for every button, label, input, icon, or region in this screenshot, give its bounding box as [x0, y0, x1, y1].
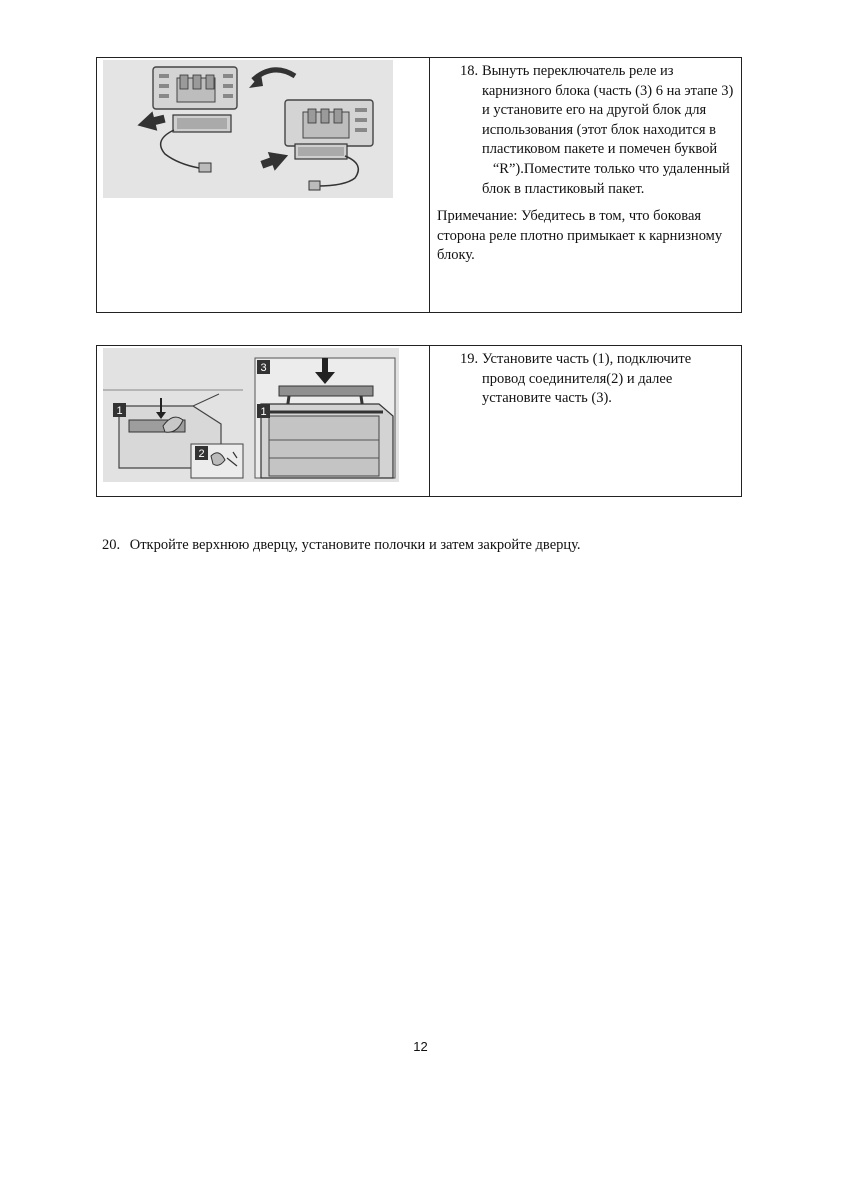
- fig-label-3: 3: [260, 362, 267, 374]
- step-19-box: [96, 345, 742, 497]
- column-divider: [429, 346, 430, 496]
- fig-label-1a: 1: [116, 405, 123, 417]
- step-18-text: Вынуть переключатель реле из карнизного блока (часть (3) 6 на этапе 3) и установите его на другой блок для использования (этот блок находится в пластиковом пакете и помечен буквой “R”).Поместите только что удаленный блок в пластиковый пакет.: [482, 63, 734, 197]
- step-19-illustration: [103, 348, 399, 482]
- relay-switch-illustration: [103, 60, 393, 198]
- install-parts-illustration: [103, 348, 399, 482]
- step-20-number: 20.: [102, 537, 121, 553]
- step-19-item: [437, 350, 735, 409]
- step-18-box: [96, 57, 742, 313]
- step-19-text-cell: [437, 350, 735, 409]
- step-18-note: Примечание: Убедитесь в том, что боковая сторона реле плотно примыкает к карнизному блоку.: [437, 208, 723, 264]
- fig-label-2: 2: [198, 448, 205, 460]
- column-divider: [429, 58, 430, 312]
- step-18-text-cell: [437, 62, 735, 266]
- step-18-number: 18.: [460, 63, 479, 79]
- step-18-item: [437, 62, 735, 199]
- page-number: 12: [413, 1039, 428, 1054]
- step-18-illustration: [103, 60, 393, 198]
- fig-label-1b: 1: [260, 406, 267, 418]
- step-19-number: 19.: [460, 351, 479, 367]
- step-20-text: Откройте верхнюю дверцу, установите полочки и затем закройте дверцу.: [129, 537, 581, 553]
- step-20-item: [102, 536, 581, 555]
- step-19-text: Установите часть (1), подключите провод соединителя(2) и далее установите часть (3).: [482, 351, 692, 407]
